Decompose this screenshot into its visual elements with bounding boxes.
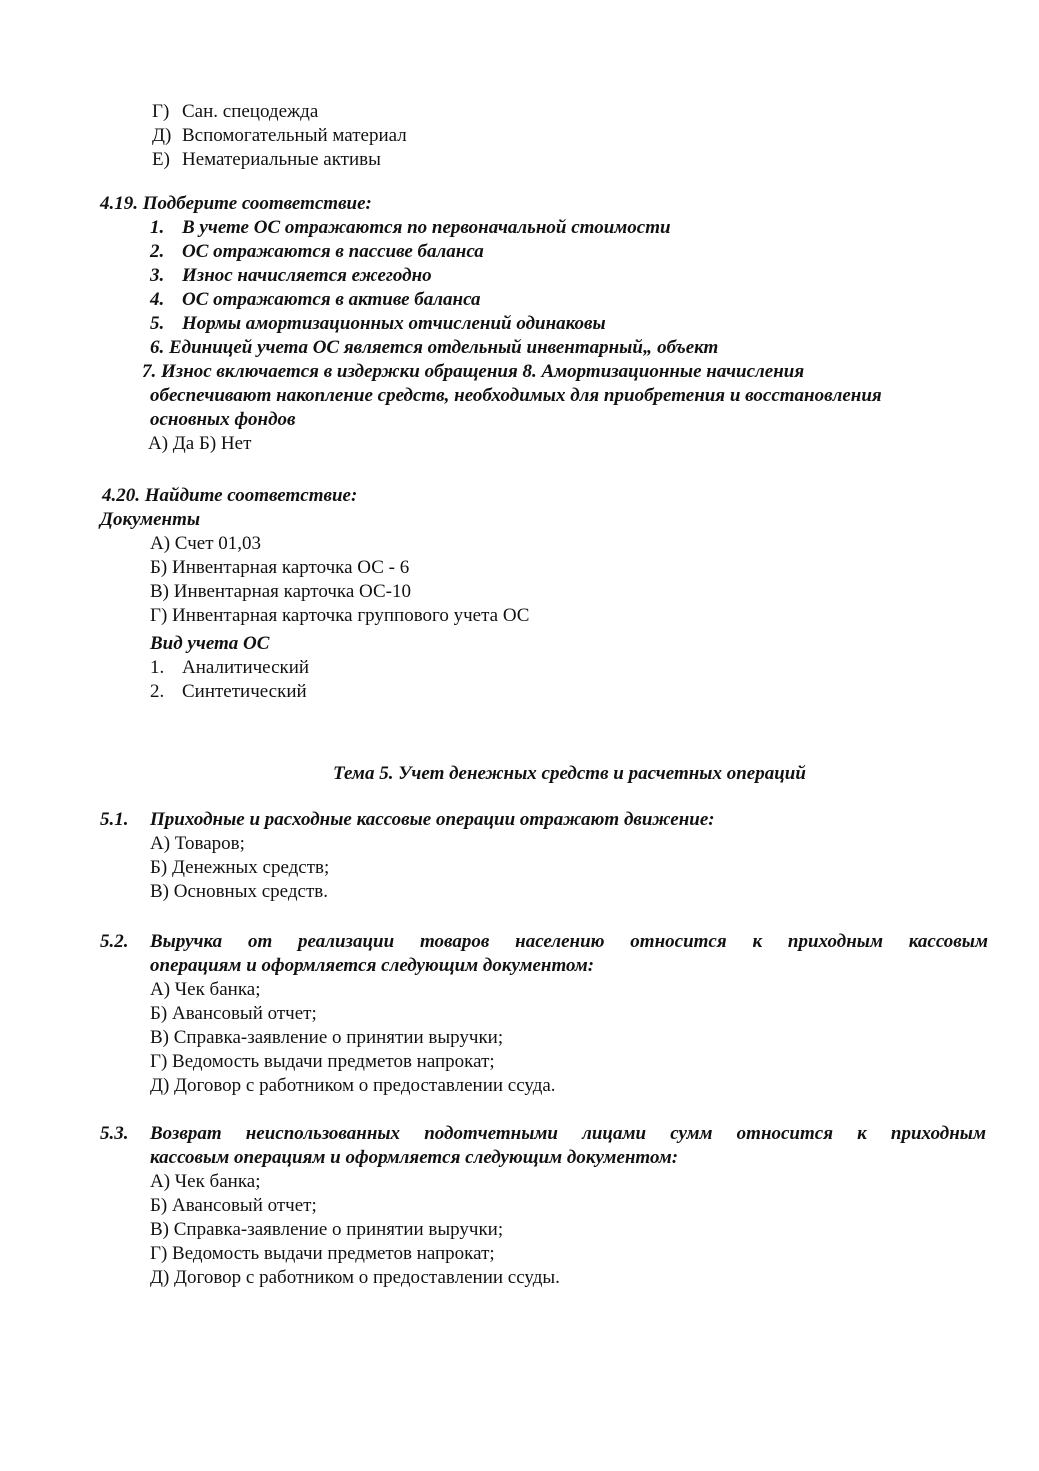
answer-option: А) Чек банка; — [150, 979, 261, 1000]
answer-option: Д) Договор с работником о предоставлении ссуда. — [150, 1075, 556, 1096]
answer-options: А) Да Б) Нет — [148, 433, 252, 454]
list-item: 2. ОС отражаются в пассиве баланса — [150, 241, 484, 262]
answer-option: Г) Ведомость выдачи предметов напрокат; — [150, 1243, 495, 1264]
list-item: 5. Нормы амортизационных отчислений одинаковы — [150, 313, 606, 334]
list-item: 1. В учете ОС отражаются по первоначальной стоимости — [150, 217, 671, 238]
question-text: Возврат неиспользованных подотчетными лицами сумм относится к приходным — [150, 1123, 986, 1144]
question-title: 4.20. Найдите соответствие: — [102, 485, 358, 506]
question-title: 4.19. Подберите соответствие: — [100, 193, 372, 214]
section-heading: Документы — [100, 509, 201, 530]
list-item-continuation: обеспечивают накопление средств, необходимых для приобретения и восстановления — [150, 385, 882, 406]
list-item: Г) Сан. спецодежда — [152, 101, 319, 122]
list-item: А) Счет 01,03 — [150, 533, 262, 554]
list-item: 1. Аналитический — [150, 657, 310, 678]
answer-option: В) Основных средств. — [150, 881, 328, 902]
list-item: В) Инвентарная карточка ОС-10 — [150, 581, 411, 602]
list-item: 2. Синтетический — [150, 681, 307, 702]
question-number: 5.3. — [100, 1123, 129, 1144]
topic-heading: Тема 5. Учет денежных средств и расчетных операций — [333, 763, 806, 784]
answer-option: Б) Авансовый отчет; — [150, 1195, 317, 1216]
list-item: 3. Износ начисляется ежегодно — [150, 265, 432, 286]
list-item: 7. Износ включается в издержки обращения 8. Амортизационные начисления — [142, 361, 805, 382]
list-item-continuation: основных фондов — [150, 409, 296, 430]
list-item: 4. ОС отражаются в активе баланса — [150, 289, 481, 310]
question-text-continuation: операциям и оформляется следующим документом: — [150, 955, 595, 976]
question-number: 5.1. — [100, 809, 129, 830]
answer-option: Д) Договор с работником о предоставлении ссуды. — [150, 1267, 560, 1288]
answer-option: А) Товаров; — [150, 833, 245, 854]
list-item: 6. Единицей учета ОС является отдельный инвентарный„ объект — [150, 337, 719, 358]
section-heading: Вид учета ОС — [150, 633, 270, 654]
question-text: Приходные и расходные кассовые операции отражают движение: — [150, 809, 715, 830]
answer-option: А) Чек банка; — [150, 1171, 261, 1192]
question-number: 5.2. — [100, 931, 129, 952]
answer-option: В) Справка-заявление о принятии выручки; — [150, 1219, 504, 1240]
list-item: Г) Инвентарная карточка группового учета ОС — [150, 605, 530, 626]
list-item: Д) Вспомогательный материал — [152, 125, 407, 146]
list-item: Е) Нематериальные активы — [152, 149, 381, 170]
question-text-continuation: кассовым операциям и оформляется следующим документом: — [150, 1147, 679, 1168]
list-item: Б) Инвентарная карточка ОС - 6 — [150, 557, 410, 578]
answer-option: Б) Авансовый отчет; — [150, 1003, 317, 1024]
answer-option: Б) Денежных средств; — [150, 857, 330, 878]
answer-option: Г) Ведомость выдачи предметов напрокат; — [150, 1051, 495, 1072]
question-text: Выручка от реализации товаров населению относится к приходным кассовым — [150, 931, 988, 952]
answer-option: В) Справка-заявление о принятии выручки; — [150, 1027, 504, 1048]
